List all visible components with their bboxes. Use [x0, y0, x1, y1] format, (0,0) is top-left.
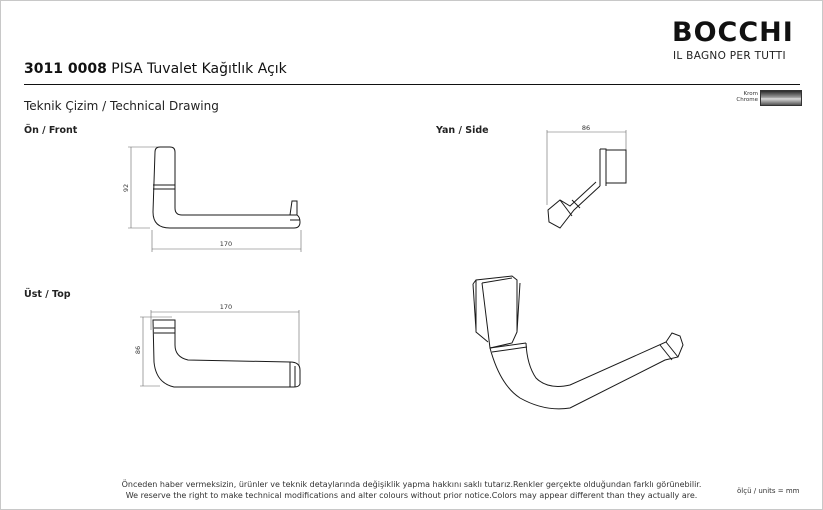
product-code: 3011 0008	[24, 61, 107, 77]
footer-disclaimer-en: We reserve the right to make technical modifications and alter colours without prior notice.Colors may appear different than they actually are.	[125, 491, 698, 500]
footer-disclaimer-tr: Önceden haber vermeksizin, ürünler ve teknik detaylarında değişiklik yapma hakkını saklı tutarız.Renkler gerçekte olduğundan farklı görünebilir.	[121, 480, 702, 489]
side-view-drawing	[547, 124, 626, 228]
front-height-dim: 92	[122, 183, 130, 193]
top-view-drawing	[134, 303, 300, 387]
side-width-dim: 86	[581, 124, 591, 132]
front-view-drawing	[122, 147, 301, 252]
product-name: PISA Tuvalet Kağıtlık Açık	[111, 61, 287, 77]
top-height-dim: 86	[134, 345, 142, 355]
front-width-dim: 170	[219, 240, 233, 248]
section-title: Teknik Çizim / Technical Drawing	[24, 99, 219, 113]
front-view-label: Ön / Front	[24, 125, 78, 136]
side-view-label: Yan / Side	[436, 125, 489, 136]
top-width-dim: 170	[219, 303, 233, 311]
finish-label-tr: Krom	[743, 91, 758, 97]
brand-logo: BOCCHI	[672, 17, 794, 48]
top-view-label: Üst / Top	[24, 289, 71, 300]
perspective-view-drawing	[473, 276, 683, 409]
units-note: ölçü / units = mm	[737, 487, 800, 495]
finish-label-en: Chrome	[736, 97, 758, 103]
brand-tagline: IL BAGNO PER TUTTI	[673, 50, 786, 62]
